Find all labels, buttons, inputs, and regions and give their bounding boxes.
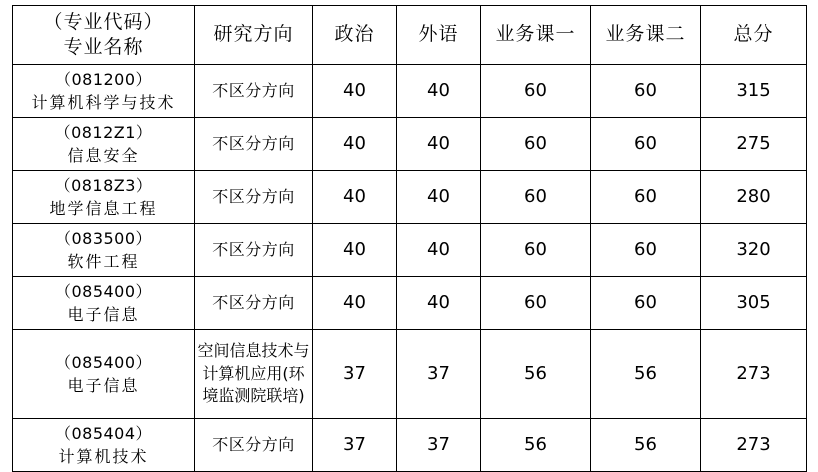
cell-major-code: （083500） bbox=[54, 228, 153, 248]
column-header-major-line2: 专业名称 bbox=[63, 36, 144, 58]
column-header-major bbox=[13, 6, 195, 65]
cell-major-code: （085404） bbox=[54, 423, 153, 443]
cell-direction: 空间信息技术与计算机应用(环境监测院联培) bbox=[195, 330, 313, 419]
cell-total: 320 bbox=[701, 224, 807, 277]
column-header-total: 总分 bbox=[701, 6, 807, 65]
cell-major bbox=[13, 419, 195, 472]
cell-major-name: 软件工程 bbox=[67, 252, 140, 271]
cell-direction: 不区分方向 bbox=[195, 224, 313, 277]
cell-major bbox=[13, 224, 195, 277]
cell-politics: 40 bbox=[313, 277, 397, 330]
table-row bbox=[13, 171, 807, 224]
cell-course-one: 60 bbox=[481, 118, 591, 171]
cell-major-code: （0818Z3） bbox=[54, 175, 153, 195]
cell-major-name: 计算机技术 bbox=[58, 447, 149, 466]
cell-course-two: 56 bbox=[591, 419, 701, 472]
cell-direction: 不区分方向 bbox=[195, 171, 313, 224]
cell-foreign-language: 40 bbox=[397, 277, 481, 330]
admission-score-table bbox=[12, 5, 807, 472]
column-header-foreign-language: 外语 bbox=[397, 6, 481, 65]
column-header-direction: 研究方向 bbox=[195, 6, 313, 65]
cell-total: 280 bbox=[701, 171, 807, 224]
cell-major-name: 地学信息工程 bbox=[49, 199, 158, 218]
cell-politics: 40 bbox=[313, 118, 397, 171]
cell-major-name: 计算机科学与技术 bbox=[31, 93, 176, 112]
cell-total: 305 bbox=[701, 277, 807, 330]
cell-foreign-language: 40 bbox=[397, 171, 481, 224]
cell-course-one: 60 bbox=[481, 224, 591, 277]
column-header-course-one: 业务课一 bbox=[481, 6, 591, 65]
cell-politics: 40 bbox=[313, 171, 397, 224]
cell-course-two: 60 bbox=[591, 277, 701, 330]
cell-course-one: 56 bbox=[481, 419, 591, 472]
cell-major-code: （081200） bbox=[54, 69, 153, 89]
cell-total: 275 bbox=[701, 118, 807, 171]
cell-course-two: 60 bbox=[591, 118, 701, 171]
cell-major-code: （085400） bbox=[54, 281, 153, 301]
cell-direction: 不区分方向 bbox=[195, 65, 313, 118]
table-header-row bbox=[13, 6, 807, 65]
column-header-politics: 政治 bbox=[313, 6, 397, 65]
cell-foreign-language: 40 bbox=[397, 118, 481, 171]
table-row bbox=[13, 330, 807, 419]
cell-major bbox=[13, 277, 195, 330]
cell-course-two: 60 bbox=[591, 171, 701, 224]
table-row bbox=[13, 224, 807, 277]
cell-major-code: （085400） bbox=[54, 352, 153, 372]
cell-foreign-language: 40 bbox=[397, 65, 481, 118]
table-row bbox=[13, 419, 807, 472]
cell-major bbox=[13, 171, 195, 224]
cell-major-name: 信息安全 bbox=[67, 146, 140, 165]
cell-total: 273 bbox=[701, 419, 807, 472]
table-row bbox=[13, 277, 807, 330]
cell-politics: 40 bbox=[313, 224, 397, 277]
cell-course-one: 60 bbox=[481, 277, 591, 330]
cell-course-two: 56 bbox=[591, 330, 701, 419]
cell-total: 315 bbox=[701, 65, 807, 118]
cell-course-one: 60 bbox=[481, 65, 591, 118]
cell-politics: 37 bbox=[313, 330, 397, 419]
column-header-course-two: 业务课二 bbox=[591, 6, 701, 65]
cell-major-name: 电子信息 bbox=[67, 305, 140, 324]
table-header bbox=[13, 6, 807, 65]
cell-total: 273 bbox=[701, 330, 807, 419]
cell-foreign-language: 37 bbox=[397, 330, 481, 419]
cell-course-one: 60 bbox=[481, 171, 591, 224]
table-row bbox=[13, 118, 807, 171]
cell-direction: 不区分方向 bbox=[195, 118, 313, 171]
cell-foreign-language: 40 bbox=[397, 224, 481, 277]
cell-foreign-language: 37 bbox=[397, 419, 481, 472]
cell-major-name: 电子信息 bbox=[67, 376, 140, 395]
cell-major bbox=[13, 330, 195, 419]
cell-direction: 不区分方向 bbox=[195, 277, 313, 330]
table-row bbox=[13, 65, 807, 118]
cell-major bbox=[13, 65, 195, 118]
cell-major-code: （0812Z1） bbox=[54, 122, 153, 142]
cell-course-one: 56 bbox=[481, 330, 591, 419]
table-body bbox=[13, 65, 807, 472]
cell-course-two: 60 bbox=[591, 65, 701, 118]
cell-major bbox=[13, 118, 195, 171]
cell-politics: 40 bbox=[313, 65, 397, 118]
cell-course-two: 60 bbox=[591, 224, 701, 277]
cell-direction: 不区分方向 bbox=[195, 419, 313, 472]
cell-politics: 37 bbox=[313, 419, 397, 472]
column-header-major-line1: （专业代码） bbox=[43, 11, 164, 34]
